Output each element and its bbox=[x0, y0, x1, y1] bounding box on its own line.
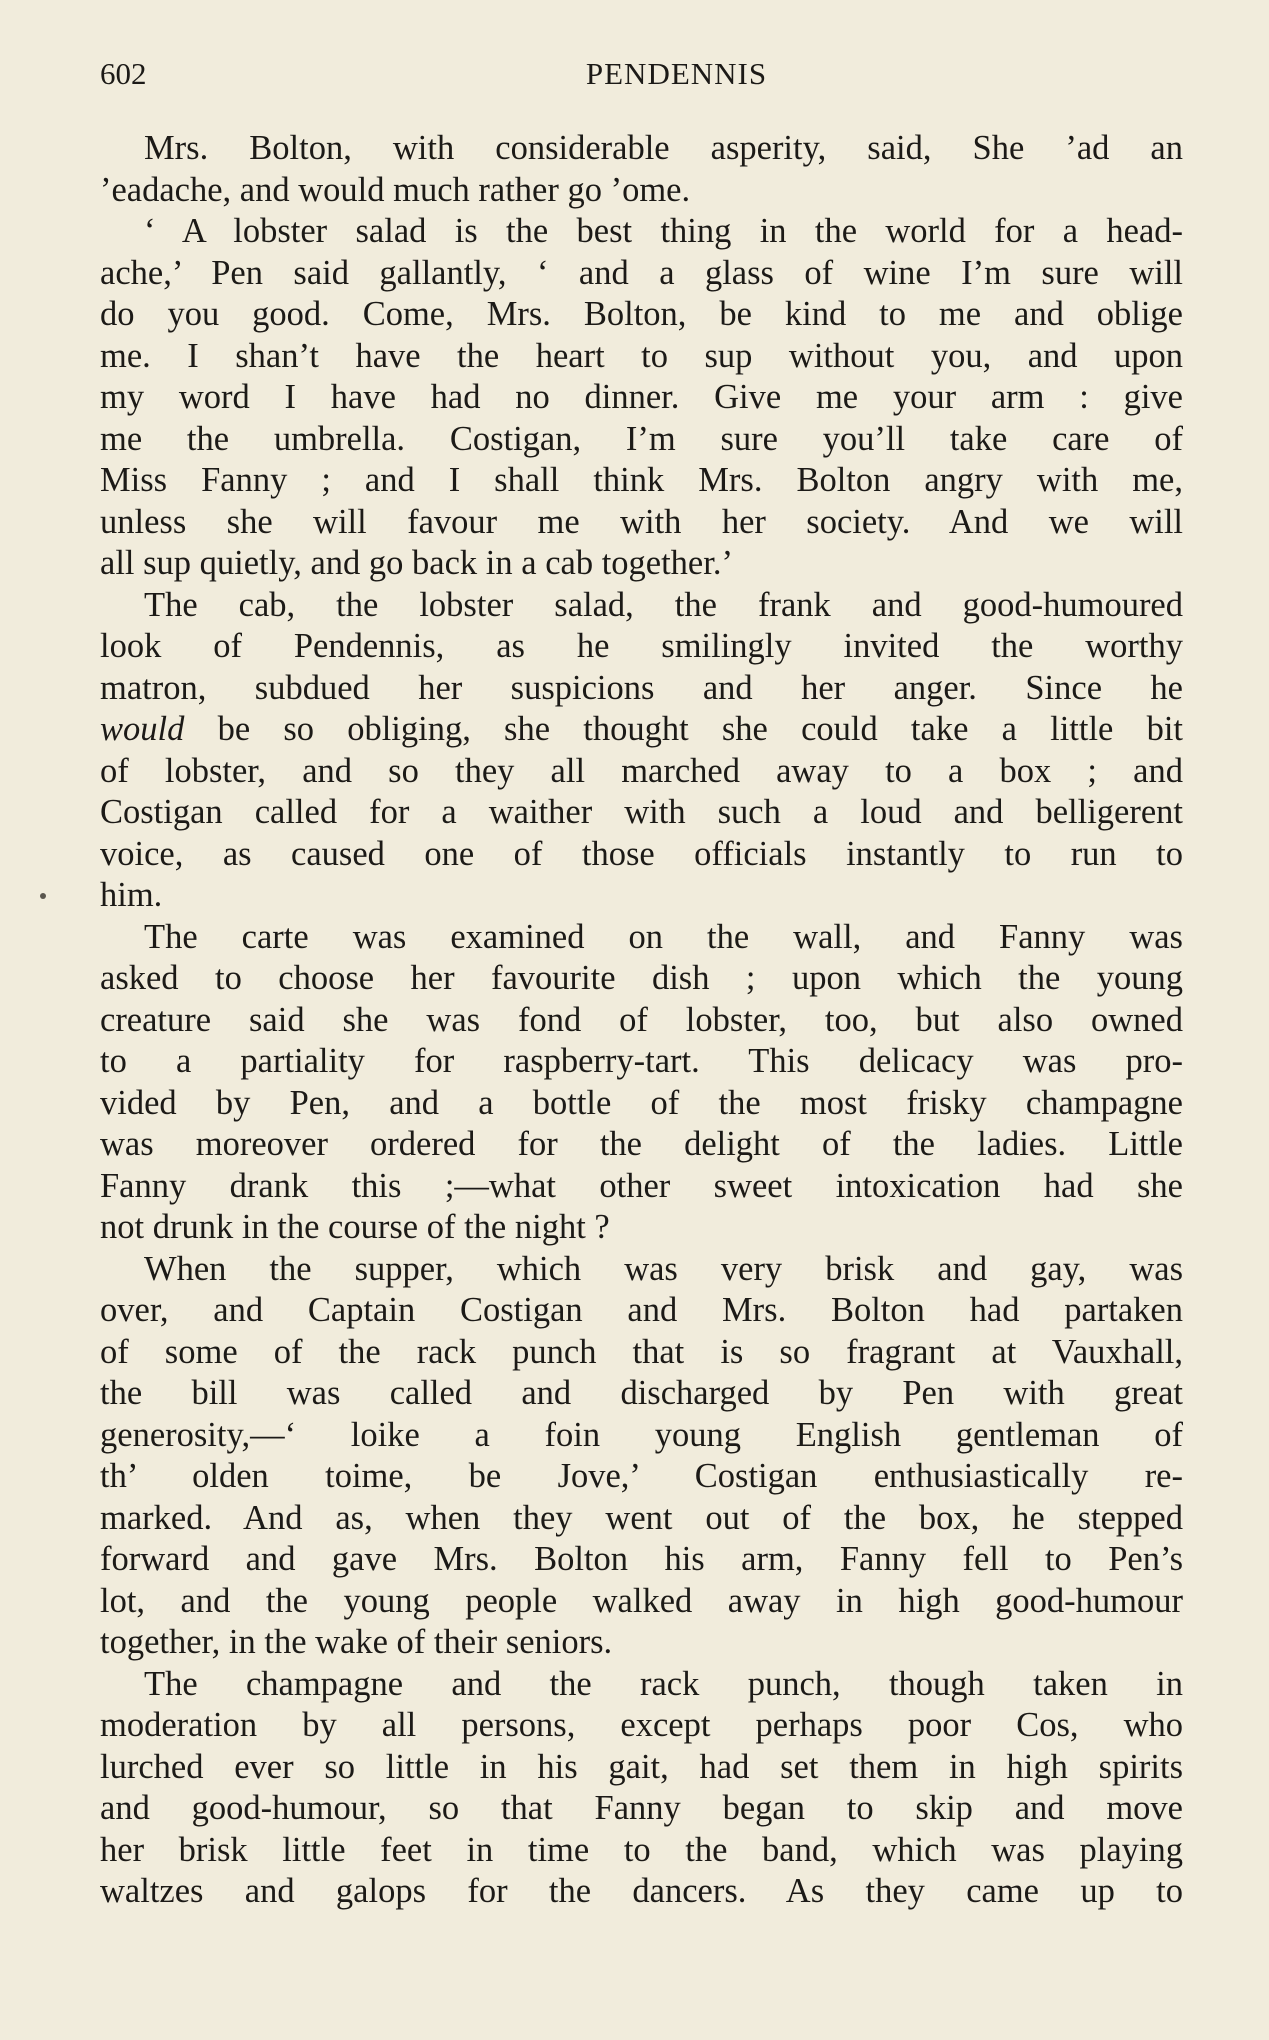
paragraph bbox=[100, 585, 1183, 917]
paragraph bbox=[100, 1249, 1183, 1664]
text-line: The champagne and the rack punch, though taken in bbox=[144, 1664, 1183, 1703]
text-line: When the supper, which was very brisk and gay, was bbox=[144, 1249, 1183, 1288]
text-line: ‘ A lobster salad is the best thing in the world for a head- bbox=[144, 212, 1183, 250]
italic-emphasis: would bbox=[100, 710, 185, 748]
text-line: him. bbox=[100, 876, 163, 914]
text-line: me the umbrella. Costigan, I’m sure you’ll take care of bbox=[100, 419, 1183, 458]
text-line: lurched ever so little in his gait, had set them in high spirits bbox=[100, 1747, 1183, 1786]
text-line: of lobster, and so they all marched away to a box ; and bbox=[100, 751, 1183, 790]
text-line: waltzes and galops for the dancers. As they came up to bbox=[100, 1872, 1183, 1910]
paragraph bbox=[100, 1664, 1183, 1913]
text-line: th’ olden toime, be Jove,’ Costigan enthusiastically re- bbox=[100, 1457, 1183, 1495]
text-line bbox=[100, 709, 1183, 751]
page-number: 602 bbox=[100, 56, 147, 91]
running-title: PENDENNIS bbox=[585, 56, 768, 91]
text-line: my word I have had no dinner. Give me your arm : give bbox=[100, 378, 1183, 416]
text-line: forward and gave Mrs. Bolton his arm, Fanny fell to Pen’s bbox=[100, 1540, 1183, 1578]
paragraph bbox=[100, 211, 1183, 585]
text-line: Miss Fanny ; and I shall think Mrs. Bolton angry with me, bbox=[100, 461, 1183, 499]
text-line: asked to choose her favourite dish ; upon which the young bbox=[100, 959, 1183, 997]
page-speck bbox=[40, 893, 46, 899]
text-line: not drunk in the course of the night ? bbox=[100, 1208, 610, 1246]
text-line: Costigan called for a waither with such a loud and belligerent bbox=[100, 793, 1183, 831]
text-line: moderation by all persons, except perhaps poor Cos, who bbox=[100, 1706, 1183, 1744]
text-line: her brisk little feet in time to the band, which was playing bbox=[100, 1830, 1183, 1869]
text-line: lot, and the young people walked away in high good-humour bbox=[100, 1581, 1183, 1620]
text-line: was moreover ordered for the delight of the ladies. Little bbox=[100, 1125, 1183, 1163]
text-line: vided by Pen, and a bottle of the most frisky champagne bbox=[100, 1083, 1183, 1122]
paragraph bbox=[100, 128, 1183, 211]
text-line: The cab, the lobster salad, the frank and good-humoured bbox=[144, 585, 1183, 624]
text-line: me. I shan’t have the heart to sup without you, and upon bbox=[100, 336, 1183, 375]
text-line: voice, as caused one of those officials instantly to run to bbox=[100, 834, 1183, 873]
text-line: of some of the rack punch that is so fragrant at Vauxhall, bbox=[100, 1332, 1183, 1371]
text-line: matron, subdued her suspicions and her anger. Since he bbox=[100, 668, 1183, 707]
text-line: the bill was called and discharged by Pen with great bbox=[100, 1374, 1183, 1412]
paragraph bbox=[100, 917, 1183, 1249]
text-line: over, and Captain Costigan and Mrs. Bolton had partaken bbox=[100, 1291, 1183, 1329]
text-line: look of Pendennis, as he smilingly invited the worthy bbox=[100, 627, 1183, 665]
text-line: marked. And as, when they went out of the box, he stepped bbox=[100, 1498, 1183, 1537]
text-line: generosity,—‘ loike a foin young English gentleman of bbox=[100, 1415, 1183, 1454]
text-line: and good-humour, so that Fanny began to skip and move bbox=[100, 1789, 1183, 1827]
text-line: all sup quietly, and go back in a cab together.’ bbox=[100, 544, 733, 582]
text-line: to a partiality for raspberry-tart. This delicacy was pro- bbox=[100, 1042, 1183, 1080]
text-line: ache,’ Pen said gallantly, ‘ and a glass of wine I’m sure will bbox=[100, 253, 1183, 292]
text-line: do you good. Come, Mrs. Bolton, be kind to me and oblige bbox=[100, 295, 1183, 333]
text-line: unless she will favour me with her society. And we will bbox=[100, 502, 1183, 541]
text-segment: be so obliging, she thought she could take a little bit bbox=[184, 710, 1183, 748]
text-line: Mrs. Bolton, with considerable asperity, said, She ’ad an bbox=[144, 129, 1183, 167]
text-line: together, in the wake of their seniors. bbox=[100, 1623, 613, 1661]
text-line: Fanny drank this ;—what other sweet intoxication had she bbox=[100, 1166, 1183, 1205]
running-head bbox=[100, 52, 1183, 96]
text-line: The carte was examined on the wall, and Fanny was bbox=[144, 917, 1183, 956]
body-text bbox=[100, 128, 1183, 1913]
text-line: creature said she was fond of lobster, too, but also owned bbox=[100, 1000, 1183, 1039]
text-line: ’eadache, and would much rather go ’ome. bbox=[100, 170, 691, 209]
